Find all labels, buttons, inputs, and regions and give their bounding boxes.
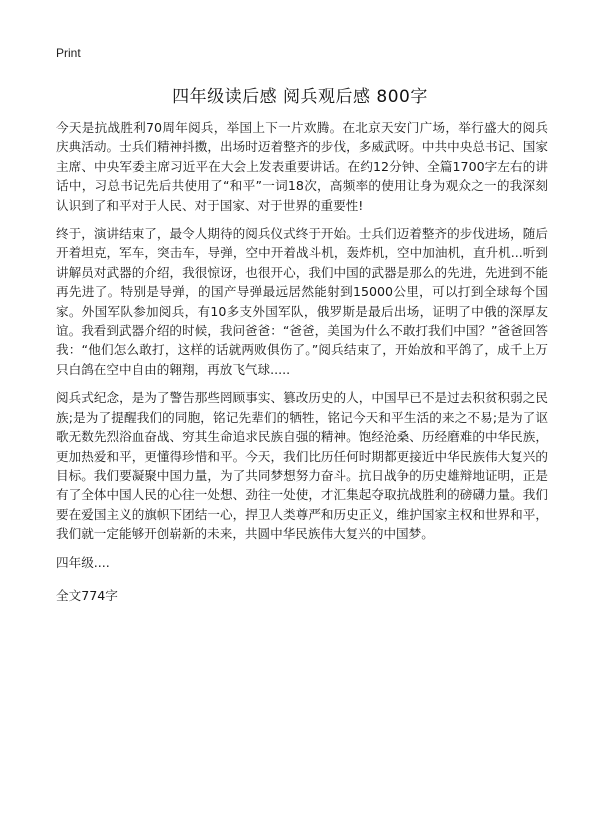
print-link[interactable]: Print bbox=[56, 46, 81, 60]
paragraph-parade: 终于，演讲结束了，最令人期待的阅兵仪式终于开始。士兵们迈着整齐的步伐进场，随后开着坦克，军车，突击车，导弹，空中开着战斗机，轰炸机，空中加油机，直升机...听到讲解员对武器的介绍，我很惊讶，也很开心，我们中国的武器是那么的先进，先进到不能再先进了。特别是导弹，的国产导弹最远居然能射到15000公里，可以打到全球每个国家。外国军队参加阅兵，有10多支外国军队，俄罗斯是最后出场，证明了中俄的深厚友谊。我看到武器介绍的时候，我问爸爸：“爸爸，美国为什么不敢打我们中国？”爸爸回答我：“他们怎么敢打，这样的话就两败俱伤了。”阅兵结束了，开始放和平鸽了，成千上万只白鸽在空中自由的翱翔，再放飞气球..... bbox=[56, 226, 548, 377]
word-count: 全文774字 bbox=[56, 587, 118, 603]
paragraph-grade: 四年级.... bbox=[56, 554, 110, 570]
document-body bbox=[56, 118, 548, 619]
document-title: 四年级读后感 阅兵观后感 800字 bbox=[172, 87, 428, 107]
paragraph-meaning: 阅兵式纪念，是为了警告那些罔顾事实、篡改历史的人，中国早已不是过去积贫积弱之民族;是为了提醒我们的同胞，铭记先辈们的牺牲，铭记今天和平生活的来之不易;是为了讴歌无数先烈浴血奋战、穷其生命追求民族自强的精神。饱经沧桑、历经磨难的中华民族，更加热爱和平，更懂得珍惜和平。今天，我们比历任何时期都更接近中华民族伟大复兴的目标。我们要凝聚中国力量，为了共同梦想努力奋斗。抗日战争的历史雄辩地证明，正是有了全体中国人民的心往一处想、劲往一处使，才汇集起夺取抗战胜利的磅礴力量。我们要在爱国主义的旗帜下团结一心，捍卫人类尊严和历史正义，维护国家主权和世界和平，我们就一定能够开创崭新的未来，共圆中华民族伟大复兴的中国梦。 bbox=[56, 390, 548, 542]
paragraph-intro: 今天是抗战胜利70周年阅兵，举国上下一片欢腾。在北京天安门广场，举行盛大的阅兵庆典活动。士兵们精神抖擞，出场时迈着整齐的步伐，多威武呀。中共中央总书记、国家主席、中央军委主席习近平在大会上发表重要讲话。在约12分钟、全篇1700字左右的讲话中，习总书记先后共使用了“和平”一词18次，高频率的使用让身为观众之一的我深刻认识到了和平对于人民、对于国家、对于世界的重要性! bbox=[56, 120, 548, 213]
